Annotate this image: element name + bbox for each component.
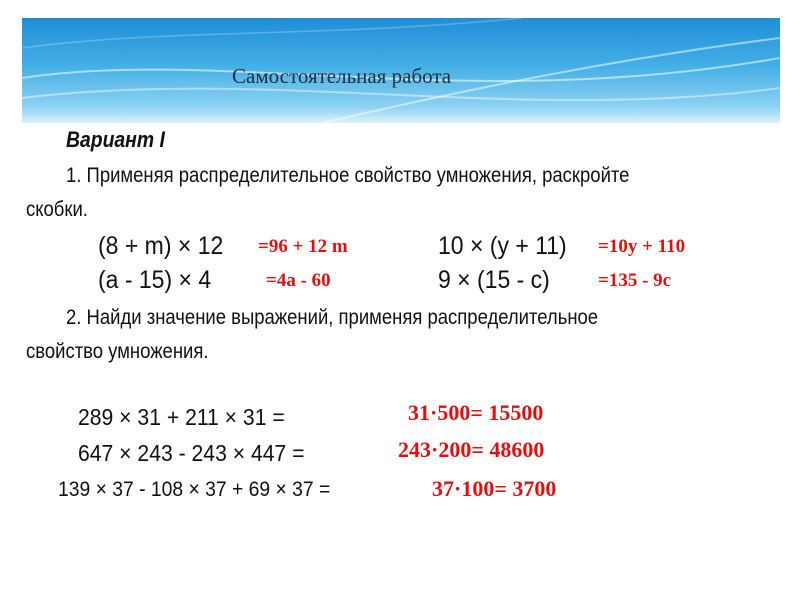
task2-answer: 37·100= 3700 [432,476,557,501]
task1-expression: (8 + m) × 12 [98,232,224,260]
task1-text-line1: 1. Применяя распределительное свойство умножения, раскройте [66,164,630,187]
task2-expression: 647 × 243 - 243 × 447 = [78,440,305,466]
task1-expression: 10 × (y + 11) [438,232,567,260]
task2-expression: 139 × 37 - 108 × 37 + 69 × 37 = [58,478,331,501]
task2-answer: 31·500= 15500 [408,400,544,425]
task1-answer: =96 + 12 m [258,236,348,257]
task1-text-line2: скобки. [26,198,88,221]
task1-expression: 9 × (15 - c) [438,266,550,294]
task2-text-line1: 2. Найди значение выражений, применяя распределительное [66,306,599,329]
task2-text-line2: свойство умножения. [26,340,209,363]
task1-expression: (a - 15) × 4 [98,266,212,294]
task1-answer: =135 - 9c [598,270,672,291]
variant-heading: Вариант I [66,127,165,152]
task2-expression: 289 × 31 + 211 × 31 = [78,404,285,430]
task1-answer: =10y + 110 [598,236,686,257]
slide-title: Самостоятельная работа [232,64,452,88]
task2-answer: 243·200= 48600 [398,437,545,462]
task1-answer: =4a - 60 [266,270,331,291]
